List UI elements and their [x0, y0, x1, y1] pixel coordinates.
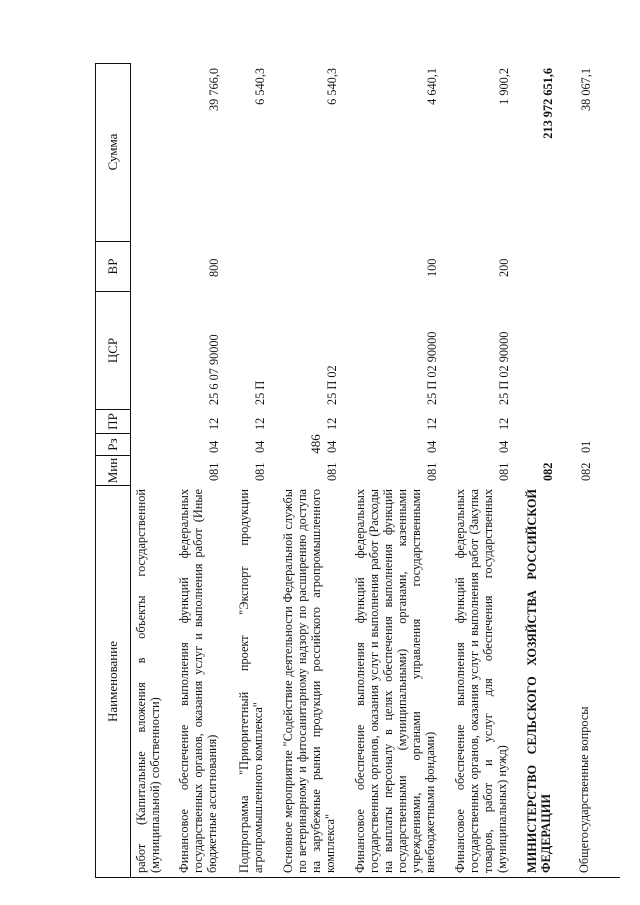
row-rz: 04	[497, 440, 511, 453]
row-pr: 12	[207, 417, 221, 430]
table-row	[134, 62, 164, 877]
row-rz: 04	[253, 440, 267, 453]
table-row	[353, 62, 439, 877]
row-min: 082	[541, 462, 555, 481]
table-row	[281, 62, 339, 877]
row-vr: 200	[497, 258, 511, 277]
row-name: МИНИСТЕРСТВО СЕЛЬСКОГО ХОЗЯЙСТВА РОССИЙСКОЙ ФЕДЕРАЦИИ	[525, 489, 553, 873]
page-number: 486	[307, 434, 323, 454]
header-sum: Сумма	[105, 133, 120, 171]
row-csr: 25 П 02	[325, 365, 339, 405]
row-min: 081	[497, 462, 511, 481]
row-csr: 25 П 02 90000	[497, 331, 511, 405]
row-min: 081	[425, 462, 439, 481]
budget-table	[95, 63, 620, 878]
row-rz: 04	[207, 440, 221, 453]
table-header	[95, 63, 131, 878]
row-sum: 38 067,1	[579, 68, 593, 112]
row-vr: 800	[207, 258, 221, 277]
row-sum: 39 766,0	[207, 68, 221, 112]
row-rz: 04	[425, 440, 439, 453]
header-vr: ВР	[96, 241, 130, 291]
row-sum: 213 972 651,6	[541, 68, 555, 139]
row-name: Общегосударственные вопросы	[577, 706, 591, 873]
header-rz: Рз	[96, 433, 130, 455]
table-row	[577, 62, 593, 877]
row-csr: 25 6 07 90000	[207, 334, 221, 405]
row-min: 081	[207, 462, 221, 481]
row-name: Финансовое обеспечение выполнения функций федеральных государственных органов, оказания услуг и выполнения работ (Закупка товаров, работ и услуг для обеспечения государственных (муниципальных) нужд)	[453, 489, 509, 873]
header-name: Наименование	[96, 485, 130, 877]
row-pr: 12	[425, 417, 439, 430]
row-pr: 12	[325, 417, 339, 430]
table-row	[177, 62, 221, 877]
row-csr: 25 П	[253, 380, 267, 405]
row-rz: 01	[579, 440, 593, 453]
row-pr: 12	[253, 417, 267, 430]
header-min: Мин	[96, 455, 130, 485]
row-name: Основное мероприятие "Содействие деятельности Федеральной службы по ветеринарному и фитосанитарному надзору по расширению доступа на зарубежные рынки продукции российского агропромышленного комплекса"	[281, 489, 337, 873]
row-sum: 6 540,3	[253, 68, 267, 105]
row-name: Подпрограмма "Приоритетный проект "Экспорт продукции агропромышленного комплекса"	[237, 489, 265, 873]
header-pr: ПР	[96, 409, 130, 433]
table-row	[453, 62, 511, 877]
row-rz: 04	[325, 440, 339, 453]
row-csr: 25 П 02 90000	[425, 331, 439, 405]
row-name: работ (Капитальные вложения в объекты государственной (муниципальной) собственности)	[134, 489, 162, 873]
row-vr: 100	[425, 258, 439, 277]
row-sum: 1 900,2	[497, 68, 511, 105]
table-row	[237, 62, 267, 877]
row-sum: 6 540,3	[325, 68, 339, 105]
table-body	[131, 63, 620, 878]
table-row	[525, 62, 555, 877]
row-name: Финансовое обеспечение выполнения функций федеральных государственных органов, оказания услуг и выполнения работ (Расходы на выплаты персоналу в целях обеспечения выполнения функций государственными (муниципальными) органами, казенными учреждениями, органами управления государственными внебюджетными фондами)	[353, 489, 437, 873]
row-min: 082	[579, 462, 593, 481]
row-pr: 12	[497, 417, 511, 430]
row-min: 081	[325, 462, 339, 481]
row-sum: 4 640,1	[425, 68, 439, 105]
row-min: 081	[253, 462, 267, 481]
row-name: Финансовое обеспечение выполнения функций федеральных государственных органов, оказания услуг и выполнения работ (Иные бюджетные ассигнования)	[177, 489, 219, 873]
header-csr: ЦСР	[96, 291, 130, 409]
